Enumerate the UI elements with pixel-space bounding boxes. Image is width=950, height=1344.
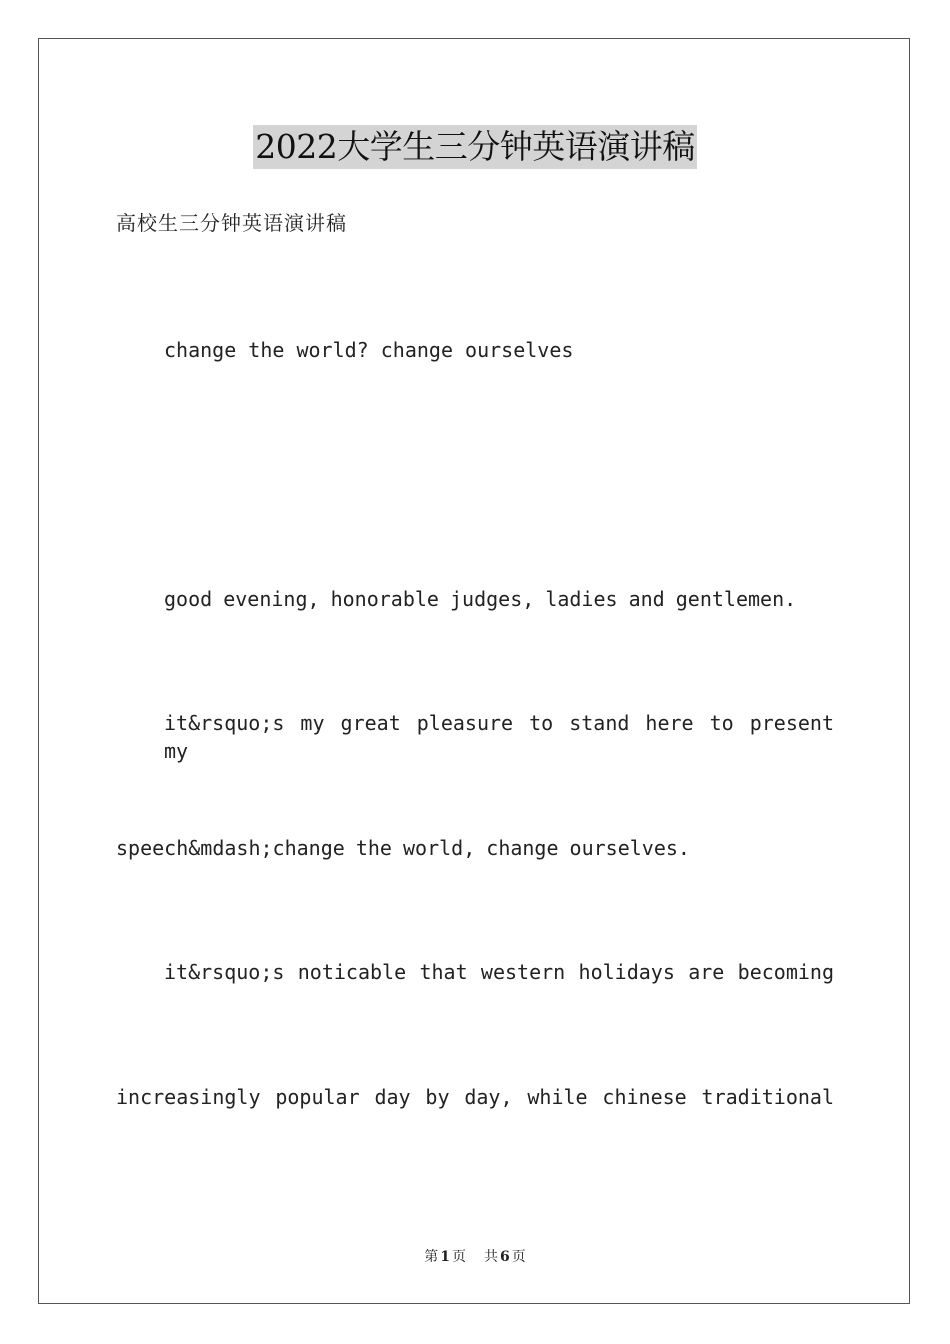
body-line-5: it&rsquo;s noticable that western holidays are becoming	[164, 960, 834, 984]
page-unit: 页	[452, 1249, 466, 1265]
page-footer	[0, 1248, 950, 1266]
page-prefix: 第	[424, 1249, 439, 1265]
body-line-4: speech&mdash;change the world, change ourselves.	[116, 836, 690, 860]
total-prefix: 共	[484, 1249, 498, 1265]
current-page-number: 1	[440, 1249, 450, 1265]
body-line-2: good evening, honorable judges, ladies and gentlemen.	[164, 587, 797, 611]
document-subtitle: 高校生三分钟英语演讲稿	[116, 211, 347, 235]
total-unit: 页	[511, 1249, 526, 1265]
body-line-3: it&rsquo;s my great pleasure to stand here to present my	[164, 711, 834, 763]
body-line-6: increasingly popular day by day, while chinese traditional	[116, 1085, 834, 1109]
title-container	[0, 125, 950, 169]
body-line-1: change the world? change ourselves	[164, 338, 574, 362]
document-title: 2022大学生三分钟英语演讲稿	[253, 125, 696, 169]
total-page-number: 6	[500, 1249, 510, 1265]
